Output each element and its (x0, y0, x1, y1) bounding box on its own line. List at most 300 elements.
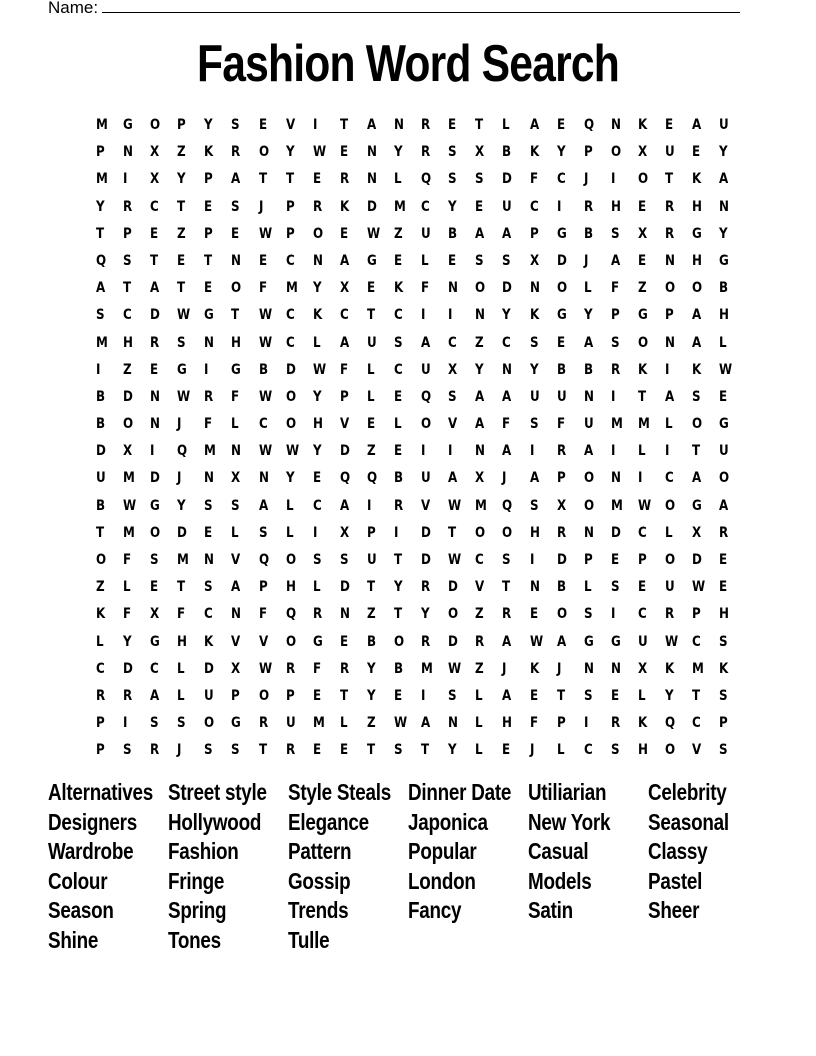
grid-letter[interactable]: F (231, 388, 240, 405)
grid-letter[interactable]: L (502, 117, 510, 133)
grid-letter[interactable]: H (231, 334, 242, 351)
grid-letter[interactable]: E (312, 742, 321, 759)
grid-letter[interactable]: M (177, 552, 190, 568)
grid-letter[interactable]: I (610, 443, 616, 460)
grid-letter[interactable]: A (556, 633, 566, 650)
grid-letter[interactable]: R (123, 198, 133, 215)
grid-letter[interactable]: S (719, 742, 728, 759)
grid-letter[interactable]: Y (177, 171, 186, 188)
grid-letter[interactable]: L (394, 171, 402, 188)
grid-letter[interactable]: W (448, 497, 462, 514)
grid-letter[interactable]: A (475, 388, 485, 405)
grid-letter[interactable]: Y (664, 687, 674, 704)
grid-letter[interactable]: E (448, 252, 457, 269)
grid-letter[interactable]: D (150, 307, 161, 324)
grid-letter[interactable]: O (475, 280, 486, 297)
grid-letter[interactable]: E (637, 579, 647, 596)
grid-letter[interactable]: D (502, 280, 513, 297)
grid-letter[interactable]: T (231, 307, 240, 324)
grid-letter[interactable]: N (150, 388, 161, 405)
grid-letter[interactable]: X (637, 660, 648, 677)
grid-letter[interactable]: P (231, 687, 241, 704)
grid-letter[interactable]: G (366, 252, 377, 269)
grid-letter[interactable]: C (339, 307, 349, 324)
grid-letter[interactable]: Y (123, 633, 132, 650)
grid-letter[interactable]: I (664, 361, 670, 378)
grid-letter[interactable]: W (258, 334, 272, 351)
grid-letter[interactable]: E (448, 117, 457, 133)
grid-letter[interactable]: M (96, 171, 108, 188)
grid-letter[interactable]: O (556, 606, 567, 623)
grid-letter[interactable]: E (556, 117, 565, 133)
grid-letter[interactable]: I (610, 606, 616, 623)
grid-letter[interactable]: A (692, 470, 702, 487)
grid-letter[interactable]: N (204, 470, 215, 487)
grid-letter[interactable]: O (285, 552, 296, 568)
grid-letter[interactable]: Y (204, 117, 213, 133)
grid-letter[interactable]: R (719, 524, 729, 541)
grid-letter[interactable]: W (529, 633, 543, 650)
grid-letter[interactable]: J (529, 742, 534, 759)
grid-letter[interactable]: C (312, 497, 322, 514)
grid-letter[interactable]: E (366, 280, 376, 297)
grid-letter[interactable]: S (719, 687, 728, 704)
grid-letter[interactable]: H (719, 307, 730, 324)
grid-letter[interactable]: C (150, 198, 159, 215)
grid-letter[interactable]: Y (502, 307, 512, 324)
grid-letter[interactable]: E (502, 742, 511, 759)
grid-letter[interactable]: O (475, 524, 486, 541)
grid-letter[interactable]: D (692, 552, 702, 568)
grid-letter[interactable]: O (258, 687, 269, 704)
grid-letter[interactable]: E (339, 144, 348, 161)
grid-letter[interactable]: C (475, 552, 485, 568)
grid-letter[interactable]: E (339, 742, 348, 759)
grid-letter[interactable]: N (366, 171, 377, 188)
grid-letter[interactable]: Q (96, 252, 107, 269)
grid-letter[interactable]: B (583, 225, 593, 242)
grid-letter[interactable]: L (339, 715, 348, 732)
grid-letter[interactable]: I (394, 524, 399, 541)
grid-letter[interactable]: D (123, 388, 133, 405)
grid-letter[interactable]: Q (177, 443, 188, 460)
grid-letter[interactable]: J (177, 470, 182, 487)
grid-letter[interactable]: P (96, 742, 105, 759)
grid-letter[interactable]: O (285, 388, 296, 405)
grid-letter[interactable]: N (123, 144, 134, 161)
grid-letter[interactable]: X (123, 443, 133, 460)
grid-letter[interactable]: K (204, 633, 214, 650)
grid-letter[interactable]: Y (285, 144, 295, 161)
grid-letter[interactable]: A (583, 334, 593, 351)
grid-letter[interactable]: N (231, 606, 242, 623)
grid-letter[interactable]: A (583, 443, 593, 460)
grid-letter[interactable]: X (637, 144, 648, 161)
grid-letter[interactable]: G (150, 633, 160, 650)
grid-letter[interactable]: T (421, 742, 430, 759)
grid-letter[interactable]: L (583, 579, 592, 596)
grid-letter[interactable]: X (556, 497, 566, 514)
grid-letter[interactable]: A (719, 497, 729, 514)
grid-letter[interactable]: X (231, 470, 241, 487)
grid-letter[interactable]: Y (719, 225, 728, 242)
grid-letter[interactable]: P (123, 225, 132, 242)
grid-letter[interactable]: T (664, 171, 674, 188)
grid-letter[interactable]: R (610, 715, 620, 732)
grid-letter[interactable]: E (150, 361, 159, 378)
grid-letter[interactable]: I (123, 715, 128, 732)
grid-letter[interactable]: X (339, 280, 350, 297)
grid-letter[interactable]: S (502, 252, 511, 269)
grid-letter[interactable]: K (204, 144, 214, 161)
grid-letter[interactable]: Y (312, 443, 322, 460)
grid-letter[interactable]: G (610, 633, 621, 650)
grid-letter[interactable]: S (204, 742, 213, 759)
grid-letter[interactable]: S (123, 252, 132, 269)
grid-letter[interactable]: T (150, 252, 159, 269)
grid-letter[interactable]: K (637, 361, 648, 378)
grid-letter[interactable]: L (664, 416, 673, 433)
grid-letter[interactable]: R (339, 660, 350, 677)
grid-letter[interactable]: K (394, 280, 404, 297)
grid-letter[interactable]: X (529, 252, 539, 269)
grid-letter[interactable]: S (231, 198, 241, 215)
grid-letter[interactable]: M (610, 497, 623, 514)
grid-letter[interactable]: T (394, 606, 403, 623)
grid-letter[interactable]: B (583, 361, 593, 378)
grid-letter[interactable]: E (719, 552, 728, 568)
grid-letter[interactable]: V (231, 552, 241, 568)
grid-letter[interactable]: P (258, 579, 268, 596)
grid-letter[interactable]: Q (285, 606, 296, 623)
grid-letter[interactable]: S (583, 687, 593, 704)
grid-letter[interactable]: P (96, 715, 105, 732)
grid-letter[interactable]: C (692, 633, 701, 650)
grid-letter[interactable]: N (502, 361, 513, 378)
grid-letter[interactable]: O (583, 497, 594, 514)
grid-letter[interactable]: G (312, 633, 323, 650)
grid-letter[interactable]: B (556, 579, 566, 596)
grid-letter[interactable]: Z (366, 715, 376, 732)
grid-letter[interactable]: L (556, 742, 565, 759)
grid-letter[interactable]: E (394, 687, 403, 704)
grid-letter[interactable]: R (339, 171, 350, 188)
grid-letter[interactable]: S (610, 334, 620, 351)
grid-letter[interactable]: W (719, 361, 733, 378)
grid-letter[interactable]: S (394, 334, 403, 351)
grid-letter[interactable]: W (177, 388, 191, 405)
grid-letter[interactable]: E (394, 388, 403, 405)
grid-letter[interactable]: N (204, 334, 215, 351)
grid-letter[interactable]: F (258, 280, 267, 297)
grid-letter[interactable]: N (448, 280, 459, 297)
grid-letter[interactable]: S (231, 117, 241, 133)
grid-letter[interactable]: A (502, 388, 512, 405)
grid-letter[interactable]: Y (475, 361, 484, 378)
grid-letter[interactable]: B (96, 497, 106, 514)
grid-letter[interactable]: S (177, 334, 186, 351)
grid-letter[interactable]: K (529, 307, 539, 324)
grid-letter[interactable]: E (610, 687, 619, 704)
grid-letter[interactable]: O (556, 280, 567, 297)
grid-letter[interactable]: W (258, 388, 272, 405)
grid-letter[interactable]: T (285, 171, 294, 188)
grid-letter[interactable]: T (177, 579, 186, 596)
grid-letter[interactable]: S (448, 388, 457, 405)
grid-letter[interactable]: K (312, 307, 322, 324)
grid-letter[interactable]: M (692, 660, 704, 677)
grid-letter[interactable]: R (556, 524, 566, 541)
grid-letter[interactable]: O (231, 280, 242, 297)
grid-letter[interactable]: Z (366, 443, 376, 460)
grid-letter[interactable]: X (475, 470, 485, 487)
grid-letter[interactable]: A (231, 579, 241, 596)
grid-letter[interactable]: L (583, 280, 592, 297)
grid-letter[interactable]: O (637, 171, 648, 188)
grid-letter[interactable]: T (366, 307, 376, 324)
grid-letter[interactable]: H (502, 715, 513, 732)
grid-letter[interactable]: M (96, 117, 108, 133)
grid-letter[interactable]: R (312, 606, 322, 623)
grid-letter[interactable]: Q (502, 497, 513, 514)
grid-letter[interactable]: I (448, 307, 453, 324)
grid-letter[interactable]: F (421, 280, 430, 297)
grid-letter[interactable]: C (394, 361, 403, 378)
grid-letter[interactable]: D (610, 524, 621, 541)
grid-letter[interactable]: M (610, 416, 623, 433)
grid-letter[interactable]: N (448, 715, 459, 732)
grid-letter[interactable]: R (556, 443, 566, 460)
grid-letter[interactable]: V (285, 117, 295, 133)
grid-letter[interactable]: O (502, 524, 513, 541)
grid-letter[interactable]: Z (96, 579, 105, 596)
grid-letter[interactable]: P (610, 307, 620, 324)
grid-letter[interactable]: S (150, 552, 159, 568)
grid-letter[interactable]: T (96, 524, 105, 541)
grid-letter[interactable]: U (421, 361, 431, 378)
grid-letter[interactable]: G (719, 252, 729, 269)
grid-letter[interactable]: R (502, 606, 512, 623)
grid-letter[interactable]: I (637, 470, 643, 487)
grid-letter[interactable]: S (394, 742, 403, 759)
grid-letter[interactable]: P (339, 388, 349, 405)
grid-letter[interactable]: V (339, 416, 350, 433)
grid-letter[interactable]: B (96, 416, 106, 433)
grid-letter[interactable]: D (556, 552, 567, 568)
grid-letter[interactable]: W (258, 660, 272, 677)
grid-letter[interactable]: R (664, 606, 675, 623)
grid-letter[interactable]: S (231, 497, 241, 514)
grid-letter[interactable]: W (692, 579, 706, 596)
grid-letter[interactable]: D (123, 660, 133, 677)
grid-letter[interactable]: J (583, 252, 589, 269)
grid-letter[interactable]: P (583, 552, 593, 568)
grid-letter[interactable]: L (231, 524, 240, 541)
grid-letter[interactable]: D (448, 579, 459, 596)
grid-letter[interactable]: U (719, 443, 729, 460)
grid-letter[interactable]: N (258, 470, 269, 487)
grid-letter[interactable]: S (529, 416, 539, 433)
grid-letter[interactable]: N (394, 117, 404, 133)
grid-letter[interactable]: N (475, 443, 486, 460)
grid-letter[interactable]: N (719, 198, 730, 215)
grid-letter[interactable]: R (312, 198, 322, 215)
grid-letter[interactable]: C (123, 307, 132, 324)
grid-letter[interactable]: K (529, 144, 539, 161)
grid-letter[interactable]: E (394, 252, 403, 269)
grid-letter[interactable]: Y (394, 579, 403, 596)
grid-letter[interactable]: G (123, 117, 133, 133)
grid-letter[interactable]: S (177, 715, 186, 732)
grid-letter[interactable]: O (664, 742, 676, 759)
grid-letter[interactable]: F (123, 552, 132, 568)
grid-letter[interactable]: S (448, 171, 457, 188)
grid-letter[interactable]: I (421, 443, 426, 460)
grid-letter[interactable]: I (448, 443, 453, 460)
grid-letter[interactable]: P (285, 687, 295, 704)
grid-letter[interactable]: Y (394, 144, 403, 161)
grid-letter[interactable]: E (394, 443, 403, 460)
grid-letter[interactable]: E (664, 117, 674, 133)
grid-letter[interactable]: U (502, 198, 513, 215)
grid-letter[interactable]: O (258, 144, 269, 161)
grid-letter[interactable]: U (96, 470, 106, 487)
grid-letter[interactable]: B (394, 660, 404, 677)
grid-letter[interactable]: J (583, 171, 589, 188)
grid-letter[interactable]: I (312, 524, 318, 541)
grid-letter[interactable]: B (96, 388, 106, 405)
grid-letter[interactable]: H (692, 198, 703, 215)
grid-letter[interactable]: C (285, 252, 295, 269)
grid-letter[interactable]: O (637, 334, 648, 351)
grid-letter[interactable]: U (556, 388, 567, 405)
grid-letter[interactable]: J (258, 198, 263, 215)
grid-letter[interactable]: X (448, 361, 458, 378)
grid-letter[interactable]: Z (177, 225, 186, 242)
grid-letter[interactable]: Z (177, 144, 186, 161)
grid-letter[interactable]: N (339, 606, 350, 623)
grid-letter[interactable]: B (394, 470, 404, 487)
grid-letter[interactable]: O (610, 144, 621, 161)
grid-letter[interactable]: J (177, 416, 182, 433)
grid-letter[interactable]: S (583, 606, 593, 623)
grid-letter[interactable]: T (692, 687, 701, 704)
grid-letter[interactable]: E (529, 606, 538, 623)
grid-letter[interactable]: A (421, 715, 431, 732)
grid-letter[interactable]: Y (448, 742, 457, 759)
grid-letter[interactable]: R (421, 579, 431, 596)
grid-letter[interactable]: L (123, 579, 131, 596)
grid-letter[interactable]: S (475, 171, 484, 188)
grid-letter[interactable]: S (150, 715, 159, 732)
grid-letter[interactable]: W (258, 443, 272, 460)
grid-letter[interactable]: P (366, 524, 376, 541)
grid-letter[interactable]: Q (339, 470, 350, 487)
grid-letter[interactable]: X (637, 225, 648, 242)
grid-letter[interactable]: U (529, 388, 540, 405)
grid-letter[interactable]: F (258, 606, 267, 623)
grid-letter[interactable]: W (312, 144, 326, 161)
grid-letter[interactable]: D (339, 443, 350, 460)
grid-letter[interactable]: C (285, 334, 295, 351)
grid-letter[interactable]: K (664, 660, 675, 677)
grid-letter[interactable]: V (421, 497, 431, 514)
grid-letter[interactable]: U (421, 225, 431, 242)
grid-letter[interactable]: M (96, 334, 108, 351)
grid-letter[interactable]: E (719, 579, 728, 596)
grid-letter[interactable]: E (637, 252, 647, 269)
grid-letter[interactable]: E (692, 144, 701, 161)
grid-letter[interactable]: L (394, 416, 402, 433)
grid-letter[interactable]: Q (664, 715, 676, 732)
grid-letter[interactable]: R (258, 715, 268, 732)
grid-letter[interactable]: J (556, 660, 562, 677)
grid-letter[interactable]: C (96, 660, 105, 677)
grid-letter[interactable]: A (692, 334, 702, 351)
grid-letter[interactable]: G (637, 307, 648, 324)
grid-letter[interactable]: C (637, 524, 647, 541)
grid-letter[interactable]: O (719, 470, 730, 487)
grid-letter[interactable]: U (637, 633, 648, 650)
grid-letter[interactable]: B (258, 361, 268, 378)
grid-letter[interactable]: E (204, 524, 213, 541)
grid-letter[interactable]: U (366, 334, 377, 351)
grid-letter[interactable]: H (637, 742, 648, 759)
grid-letter[interactable]: K (339, 198, 350, 215)
grid-letter[interactable]: H (692, 252, 703, 269)
grid-letter[interactable]: N (583, 388, 594, 405)
grid-letter[interactable]: Y (96, 198, 105, 215)
grid-letter[interactable]: O (150, 117, 161, 133)
grid-letter[interactable]: D (204, 660, 215, 677)
grid-letter[interactable]: J (177, 742, 182, 759)
grid-letter[interactable]: E (204, 280, 213, 297)
grid-letter[interactable]: A (231, 171, 241, 188)
grid-letter[interactable]: N (231, 443, 242, 460)
grid-letter[interactable]: D (150, 470, 161, 487)
grid-letter[interactable]: S (123, 742, 132, 759)
grid-letter[interactable]: I (96, 361, 101, 378)
grid-letter[interactable]: R (610, 361, 620, 378)
grid-letter[interactable]: F (556, 416, 565, 433)
grid-letter[interactable]: Y (177, 497, 186, 514)
grid-letter[interactable]: G (692, 225, 702, 242)
grid-letter[interactable]: C (258, 416, 268, 433)
grid-letter[interactable]: O (312, 225, 323, 242)
grid-letter[interactable]: F (529, 171, 538, 188)
grid-letter[interactable]: A (692, 307, 702, 324)
grid-letter[interactable]: I (204, 361, 209, 378)
grid-letter[interactable]: S (204, 497, 213, 514)
grid-letter[interactable]: R (150, 334, 160, 351)
grid-letter[interactable]: L (366, 388, 375, 405)
grid-letter[interactable]: O (285, 633, 296, 650)
grid-letter[interactable]: G (719, 416, 729, 433)
grid-letter[interactable]: I (366, 497, 372, 514)
grid-letter[interactable]: H (123, 334, 134, 351)
grid-letter[interactable]: A (692, 117, 702, 133)
grid-letter[interactable]: R (285, 742, 295, 759)
grid-letter[interactable]: S (529, 334, 539, 351)
grid-letter[interactable]: B (719, 280, 729, 297)
grid-letter[interactable]: T (258, 742, 267, 759)
grid-letter[interactable]: E (312, 171, 321, 188)
grid-letter[interactable]: P (719, 715, 728, 732)
grid-letter[interactable]: N (150, 416, 161, 433)
grid-letter[interactable]: A (475, 416, 485, 433)
grid-letter[interactable]: Q (366, 470, 378, 487)
grid-letter[interactable]: R (475, 633, 485, 650)
